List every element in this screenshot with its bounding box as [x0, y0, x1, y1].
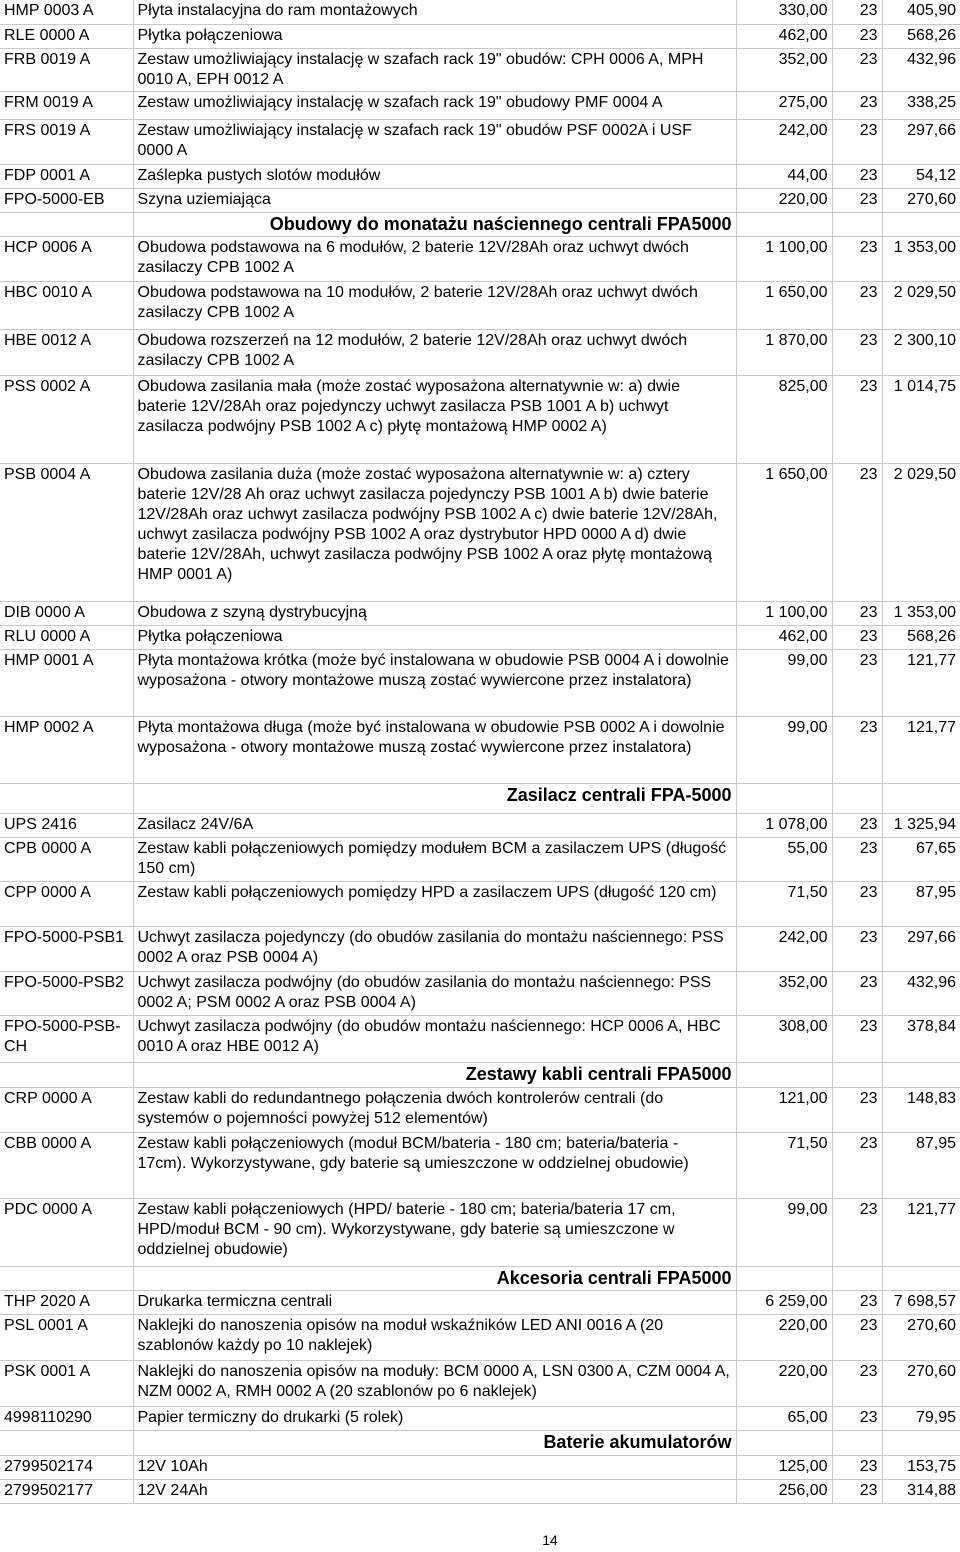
- product-description: Obudowa podstawowa na 6 modułów, 2 baterie 12V/28Ah oraz uchwyt dwóch zasilaczy CPB 1002 A: [133, 236, 736, 281]
- net-price: 462,00: [736, 24, 832, 48]
- net-price: 1 078,00: [736, 813, 832, 837]
- product-description: Zestaw kabli połączeniowych pomiędzy HPD a zasilaczem UPS (długość 120 cm): [133, 881, 736, 926]
- net-price: 55,00: [736, 837, 832, 881]
- product-description: Papier termiczny do drukarki (5 rolek): [133, 1406, 736, 1430]
- section-vat-cell: [832, 1430, 882, 1455]
- section-gross-cell: [882, 1266, 960, 1290]
- product-code: 4998110290: [0, 1406, 133, 1430]
- vat-rate: 23: [832, 281, 882, 329]
- table-row: [0, 1314, 960, 1360]
- net-price: 99,00: [736, 716, 832, 783]
- gross-price: 87,95: [882, 881, 960, 926]
- product-code: FRS 0019 A: [0, 119, 133, 164]
- table-row: [0, 329, 960, 375]
- product-description: Zaślepka pustych slotów modułów: [133, 164, 736, 188]
- vat-rate: 23: [832, 649, 882, 716]
- vat-rate: 23: [832, 329, 882, 375]
- table-row: [0, 48, 960, 91]
- gross-price: 87,95: [882, 1132, 960, 1198]
- section-header-row: [0, 212, 960, 236]
- gross-price: 270,60: [882, 1360, 960, 1406]
- gross-price: 568,26: [882, 625, 960, 649]
- gross-price: 121,77: [882, 649, 960, 716]
- vat-rate: 23: [832, 48, 882, 91]
- section-title: Akcesoria centrali FPA5000: [133, 1266, 736, 1290]
- product-code: CPB 0000 A: [0, 837, 133, 881]
- net-price: 44,00: [736, 164, 832, 188]
- product-code: CBB 0000 A: [0, 1132, 133, 1198]
- gross-price: 1 014,75: [882, 375, 960, 463]
- net-price: 65,00: [736, 1406, 832, 1430]
- table-row: [0, 463, 960, 601]
- net-price: 99,00: [736, 649, 832, 716]
- net-price: 825,00: [736, 375, 832, 463]
- product-code: HMP 0003 A: [0, 0, 133, 24]
- product-code: FPO-5000-PSB1: [0, 926, 133, 971]
- product-code: HMP 0002 A: [0, 716, 133, 783]
- section-vat-cell: [832, 1062, 882, 1087]
- product-description: Naklejki do nanoszenia opisów na moduły: BCM 0000 A, LSN 0300 A, CZM 0004 A, NZM 0002 A, RMH 0002 A (20 szablonów po 6 naklejek): [133, 1360, 736, 1406]
- vat-rate: 23: [832, 1087, 882, 1132]
- gross-price: 121,77: [882, 716, 960, 783]
- net-price: 330,00: [736, 0, 832, 24]
- table-row: [0, 0, 960, 24]
- product-description: Zestaw umożliwiający instalację w szafach rack 19" obudowy PMF 0004 A: [133, 91, 736, 119]
- table-row: [0, 649, 960, 716]
- vat-rate: 23: [832, 813, 882, 837]
- table-row: [0, 119, 960, 164]
- vat-rate: 23: [832, 91, 882, 119]
- product-code: PDC 0000 A: [0, 1198, 133, 1266]
- net-price: 125,00: [736, 1455, 832, 1479]
- vat-rate: 23: [832, 1455, 882, 1479]
- table-row: [0, 1479, 960, 1503]
- vat-rate: 23: [832, 926, 882, 971]
- gross-price: 1 325,94: [882, 813, 960, 837]
- net-price: 99,00: [736, 1198, 832, 1266]
- section-code-cell: [0, 1062, 133, 1087]
- vat-rate: 23: [832, 1290, 882, 1314]
- vat-rate: 23: [832, 1479, 882, 1503]
- section-code-cell: [0, 1430, 133, 1455]
- section-net-cell: [736, 783, 832, 813]
- net-price: 220,00: [736, 1314, 832, 1360]
- product-code: PSK 0001 A: [0, 1360, 133, 1406]
- section-net-cell: [736, 1266, 832, 1290]
- vat-rate: 23: [832, 625, 882, 649]
- vat-rate: 23: [832, 1406, 882, 1430]
- gross-price: 121,77: [882, 1198, 960, 1266]
- product-code: HBE 0012 A: [0, 329, 133, 375]
- table-row: [0, 375, 960, 463]
- product-description: 12V 24Ah: [133, 1479, 736, 1503]
- product-description: Płyta instalacyjna do ram montażowych: [133, 0, 736, 24]
- table-row: [0, 971, 960, 1015]
- product-description: Zasilacz 24V/6A: [133, 813, 736, 837]
- gross-price: 297,66: [882, 119, 960, 164]
- net-price: 462,00: [736, 625, 832, 649]
- product-code: HMP 0001 A: [0, 649, 133, 716]
- product-description: Płyta montażowa krótka (może być instalowana w obudowie PSB 0004 A i dowolnie wyposażona - otwory montażowe muszą zostać wywiercone przez instalatora): [133, 649, 736, 716]
- table-row: [0, 1406, 960, 1430]
- product-code: HBC 0010 A: [0, 281, 133, 329]
- section-vat-cell: [832, 1266, 882, 1290]
- table-row: [0, 716, 960, 783]
- table-row: [0, 1360, 960, 1406]
- table-row: [0, 91, 960, 119]
- vat-rate: 23: [832, 24, 882, 48]
- vat-rate: 23: [832, 1360, 882, 1406]
- gross-price: 148,83: [882, 1087, 960, 1132]
- section-code-cell: [0, 783, 133, 813]
- gross-price: 270,60: [882, 1314, 960, 1360]
- gross-price: 1 353,00: [882, 236, 960, 281]
- product-code: 2799502174: [0, 1455, 133, 1479]
- product-description: Zestaw kabli do redundantnego połączenia dwóch kontrolerów centrali (do systemów o pojemności powyżej 512 elementów): [133, 1087, 736, 1132]
- vat-rate: 23: [832, 1015, 882, 1062]
- section-vat-cell: [832, 212, 882, 236]
- gross-price: 568,26: [882, 24, 960, 48]
- gross-price: 67,65: [882, 837, 960, 881]
- vat-rate: 23: [832, 837, 882, 881]
- section-title: Zestawy kabli centrali FPA5000: [133, 1062, 736, 1087]
- section-net-cell: [736, 212, 832, 236]
- section-title: Obudowy do monatażu naściennego centrali FPA5000: [133, 212, 736, 236]
- gross-price: 79,95: [882, 1406, 960, 1430]
- vat-rate: 23: [832, 716, 882, 783]
- product-description: Płyta montażowa długa (może być instalowana w obudowie PSB 0002 A i dowolnie wyposażona - otwory montażowe muszą zostać wywiercone przez instalatora): [133, 716, 736, 783]
- gross-price: 338,25: [882, 91, 960, 119]
- section-header-row: [0, 1062, 960, 1087]
- vat-rate: 23: [832, 971, 882, 1015]
- net-price: 1 870,00: [736, 329, 832, 375]
- net-price: 6 259,00: [736, 1290, 832, 1314]
- table-row: [0, 1087, 960, 1132]
- section-header-row: [0, 1430, 960, 1455]
- product-description: Płytka połączeniowa: [133, 24, 736, 48]
- table-row: [0, 881, 960, 926]
- product-code: FPO-5000-PSB2: [0, 971, 133, 1015]
- product-code: FPO-5000-PSB-CH: [0, 1015, 133, 1062]
- gross-price: 54,12: [882, 164, 960, 188]
- gross-price: 1 353,00: [882, 601, 960, 625]
- product-code: FRB 0019 A: [0, 48, 133, 91]
- table-row: [0, 813, 960, 837]
- product-description: Zestaw kabli połączeniowych pomiędzy modułem BCM a zasilaczem UPS (długość 150 cm): [133, 837, 736, 881]
- product-code: THP 2020 A: [0, 1290, 133, 1314]
- product-code: PSL 0001 A: [0, 1314, 133, 1360]
- section-gross-cell: [882, 1430, 960, 1455]
- product-code: FRM 0019 A: [0, 91, 133, 119]
- product-code: DIB 0000 A: [0, 601, 133, 625]
- net-price: 352,00: [736, 971, 832, 1015]
- gross-price: 2 300,10: [882, 329, 960, 375]
- gross-price: 270,60: [882, 188, 960, 212]
- product-code: FPO-5000-EB: [0, 188, 133, 212]
- section-title: Zasilacz centrali FPA-5000: [133, 783, 736, 813]
- product-code: CRP 0000 A: [0, 1087, 133, 1132]
- net-price: 352,00: [736, 48, 832, 91]
- net-price: 1 100,00: [736, 601, 832, 625]
- net-price: 71,50: [736, 1132, 832, 1198]
- section-gross-cell: [882, 212, 960, 236]
- net-price: 308,00: [736, 1015, 832, 1062]
- vat-rate: 23: [832, 1132, 882, 1198]
- section-net-cell: [736, 1430, 832, 1455]
- vat-rate: 23: [832, 119, 882, 164]
- gross-price: 2 029,50: [882, 281, 960, 329]
- product-description: Zestaw umożliwiający instalację w szafach rack 19" obudów PSF 0002A i USF 0000 A: [133, 119, 736, 164]
- net-price: 220,00: [736, 188, 832, 212]
- product-code: HCP 0006 A: [0, 236, 133, 281]
- product-description: Płytka połączeniowa: [133, 625, 736, 649]
- gross-price: 7 698,57: [882, 1290, 960, 1314]
- table-row: [0, 601, 960, 625]
- product-code: UPS 2416: [0, 813, 133, 837]
- product-description: Zestaw kabli połączeniowych (HPD/ baterie - 180 cm; bateria/bateria 17 cm, HPD/moduł BCM - 90 cm). Wykorzystywane, gdy baterie są umieszczone w oddzielnej obudowie): [133, 1198, 736, 1266]
- section-gross-cell: [882, 783, 960, 813]
- gross-price: 297,66: [882, 926, 960, 971]
- product-description: Drukarka termiczna centrali: [133, 1290, 736, 1314]
- product-description: Uchwyt zasilacza podwójny (do obudów montażu naściennego: HCP 0006 A, HBC 0010 A oraz HBE 0012 A): [133, 1015, 736, 1062]
- gross-price: 405,90: [882, 0, 960, 24]
- product-code: CPP 0000 A: [0, 881, 133, 926]
- table-row: [0, 625, 960, 649]
- net-price: 1 100,00: [736, 236, 832, 281]
- gross-price: 378,84: [882, 1015, 960, 1062]
- product-description: Uchwyt zasilacza pojedynczy (do obudów zasilania do montażu naściennego: PSS 0002 A oraz PSB 0004 A): [133, 926, 736, 971]
- gross-price: 314,88: [882, 1479, 960, 1503]
- net-price: 121,00: [736, 1087, 832, 1132]
- table-row: [0, 837, 960, 881]
- table-row: [0, 164, 960, 188]
- section-gross-cell: [882, 1062, 960, 1087]
- gross-price: 153,75: [882, 1455, 960, 1479]
- net-price: 1 650,00: [736, 281, 832, 329]
- product-description: Obudowa rozszerzeń na 12 modułów, 2 baterie 12V/28Ah oraz uchwyt dwóch zasilaczy CPB 1002 A: [133, 329, 736, 375]
- product-description: Obudowa z szyną dystrybucyjną: [133, 601, 736, 625]
- vat-rate: 23: [832, 0, 882, 24]
- product-description: Naklejki do nanoszenia opisów na moduł wskaźników LED ANI 0016 A (20 szablonów każdy po 10 naklejek): [133, 1314, 736, 1360]
- net-price: 220,00: [736, 1360, 832, 1406]
- table-row: [0, 1132, 960, 1198]
- net-price: 71,50: [736, 881, 832, 926]
- product-description: Obudowa zasilania mała (może zostać wyposażona alternatywnie w: a) dwie baterie 12V/28Ah oraz pojedynczy uchwyt zasilacza PSB 1001 A b) uchwyt zasilacza podwójny PSB 1002 A c) płytę montażową HMP 0002 A): [133, 375, 736, 463]
- product-code: RLU 0000 A: [0, 625, 133, 649]
- table-row: [0, 24, 960, 48]
- vat-rate: 23: [832, 375, 882, 463]
- product-code: PSS 0002 A: [0, 375, 133, 463]
- table-row: [0, 188, 960, 212]
- net-price: 242,00: [736, 926, 832, 971]
- vat-rate: 23: [832, 236, 882, 281]
- section-code-cell: [0, 1266, 133, 1290]
- table-row: [0, 1455, 960, 1479]
- product-description: Zestaw kabli połączeniowych (moduł BCM/bateria - 180 cm; bateria/bateria - 17cm). Wykorzystywane, gdy baterie są umieszczone w oddzielnej obudowie): [133, 1132, 736, 1198]
- net-price: 242,00: [736, 119, 832, 164]
- gross-price: 432,96: [882, 48, 960, 91]
- product-code: FDP 0001 A: [0, 164, 133, 188]
- table-row: [0, 1015, 960, 1062]
- product-code: PSB 0004 A: [0, 463, 133, 601]
- vat-rate: 23: [832, 188, 882, 212]
- product-description: Obudowa podstawowa na 10 modułów, 2 baterie 12V/28Ah oraz uchwyt dwóch zasilaczy CPB 1002 A: [133, 281, 736, 329]
- product-description: Szyna uziemiająca: [133, 188, 736, 212]
- table-row: [0, 281, 960, 329]
- vat-rate: 23: [832, 1198, 882, 1266]
- product-description: Obudowa zasilania duża (może zostać wyposażona alternatywnie w: a) cztery baterie 12V/28 Ah oraz uchwyt zasilacza pojedynczy PSB 1001 A b) dwie baterie 12V/28Ah oraz uchwyt zasilacza podwójny PSB 1002 A c) dwie baterie 12V/28Ah, uchwyt zasilacza podwójny PSB 1002 A oraz dystrybutor HPD 0000 A d) dwie baterie 12V/28Ah, uchwyt zasilacza podwójny PSB 1002 A oraz płytę montażową HMP 0001 A): [133, 463, 736, 601]
- table-row: [0, 1290, 960, 1314]
- section-header-row: [0, 783, 960, 813]
- section-title: Baterie akumulatorów: [133, 1430, 736, 1455]
- gross-price: 2 029,50: [882, 463, 960, 601]
- table-row: [0, 236, 960, 281]
- section-header-row: [0, 1266, 960, 1290]
- vat-rate: 23: [832, 463, 882, 601]
- section-net-cell: [736, 1062, 832, 1087]
- table-row: [0, 1198, 960, 1266]
- table-row: [0, 926, 960, 971]
- gross-price: 432,96: [882, 971, 960, 1015]
- section-code-cell: [0, 212, 133, 236]
- product-description: Uchwyt zasilacza podwójny (do obudów zasilania do montażu naściennego: PSS 0002 A; PSM 0002 A oraz PSB 0004 A): [133, 971, 736, 1015]
- page-number: 14: [542, 1532, 558, 1548]
- product-description: Zestaw umożliwiający instalację w szafach rack 19" obudów: CPH 0006 A, MPH 0010 A, EPH 0012 A: [133, 48, 736, 91]
- section-vat-cell: [832, 783, 882, 813]
- product-code: 2799502177: [0, 1479, 133, 1503]
- product-code: RLE 0000 A: [0, 24, 133, 48]
- vat-rate: 23: [832, 1314, 882, 1360]
- vat-rate: 23: [832, 164, 882, 188]
- vat-rate: 23: [832, 881, 882, 926]
- net-price: 1 650,00: [736, 463, 832, 601]
- net-price: 275,00: [736, 91, 832, 119]
- net-price: 256,00: [736, 1479, 832, 1503]
- vat-rate: 23: [832, 601, 882, 625]
- product-description: 12V 10Ah: [133, 1455, 736, 1479]
